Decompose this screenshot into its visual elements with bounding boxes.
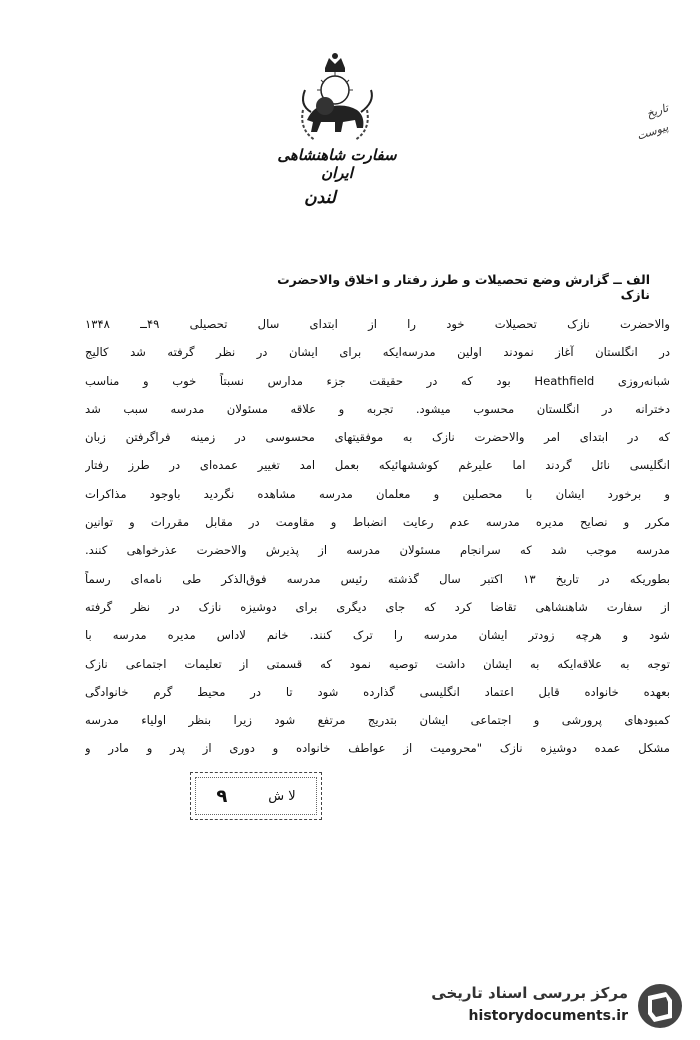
attachment-label: پیوست — [635, 120, 670, 143]
body-line: دخترانه در انگلستان محسوب میشود. تجربه و علاقه مسئولان مدرسه سبب شد — [85, 401, 670, 416]
body-line: و برخورد ایشان با محصلین و معلمان مدرسه مشاهده نگردید باوجود مذاکرات — [85, 486, 670, 501]
watermark — [420, 980, 690, 1035]
body-line: بطوریکه در تاریخ ۱۳ اکتبر سال گذشته رئیس مدرسه فوق‌الذکر طی نامه‌ای رسماً — [85, 571, 670, 586]
body-line: مدرسه موجب شد که سرانجام مسئولان مدرسه از پذیرش والاحضرت عذرخواهی کنند. — [85, 543, 670, 558]
city-name: لندن — [304, 188, 336, 208]
body-line: والاحضرت نازک تحصیلات خود را از ابتدای سال تحصیلی ۴۹ــ ۱۳۴۸ — [85, 317, 670, 331]
watermark-title: مرکز بررسی اسناد تاریخی — [431, 984, 628, 1002]
body-line: مشکل عمده دوشیزه نازک "محرومیت از عواطف خانواده و دوری از پدر و مادر و — [85, 741, 670, 756]
report-heading: الف ــ گزارش وضع تحصیلات و طرز رفتار و اخلاق والاحضرت نازک — [277, 272, 650, 302]
archive-stamp — [190, 772, 322, 820]
body-line: شبانه‌روزی Heathfield بود که در حقیقت جزء مدارس نسبتاً خوب و مناسب — [85, 373, 670, 388]
body-line: مکرر و نصایح مدیره مدرسه عدم رعایت انضباط و مقاومت در مقابل مقررات و توانین — [85, 515, 670, 530]
lion-and-sun-emblem-icon — [285, 50, 385, 145]
stamp-label: لا ش — [268, 788, 296, 804]
report-body — [85, 310, 670, 763]
body-line: در انگلستان آغاز نمودند اولین مدرسه‌ایکه برای ایشان در نظر گرفته شد کالیج — [85, 345, 670, 360]
watermark-url[interactable]: historydocuments.ir — [468, 1008, 628, 1024]
body-line: توجه به علاقه‌ایکه به ایشان داشت توصیه نمود که قسمتی از تعلیمات اجتماعی نازک — [85, 656, 670, 671]
embassy-name: سفارت شاهنشاهی ایران — [277, 146, 397, 182]
body-line: انگلیسی نائل گردند اما علیرغم کوششهائیکه بعمل امد تغییر عمده‌ای در طرز رفتار — [85, 458, 670, 473]
body-line: از سفارت شاهنشاهی تقاضا کرد که جای دیگری برای دوشیزه نازک در نظر گرفته — [85, 599, 670, 614]
archive-logo-icon — [636, 982, 684, 1030]
stamp-number: ۹ — [216, 785, 228, 807]
body-line: شود و هرچه زودتر ایشان مدرسه را ترک کنند. خانم لاداس مدیره مدرسه با — [85, 628, 670, 643]
body-line: کمبودهای پرورشی و اجتماعی ایشان بتدریج مرتفع شود زیرا بنظر اولیاء مدرسه — [85, 713, 670, 728]
margin-notes — [580, 101, 670, 153]
body-line: بعهده خانواده قابل اعتماد انگلیسی گذارده شود تا در محیط گرم خانوادگی — [85, 684, 670, 699]
body-line: که در ابتدای امر والاحضرت نازک به موفقیتهای محسوسی در زمینه فراگرفتن زبان — [85, 430, 670, 445]
date-label: تاریخ — [644, 101, 670, 121]
